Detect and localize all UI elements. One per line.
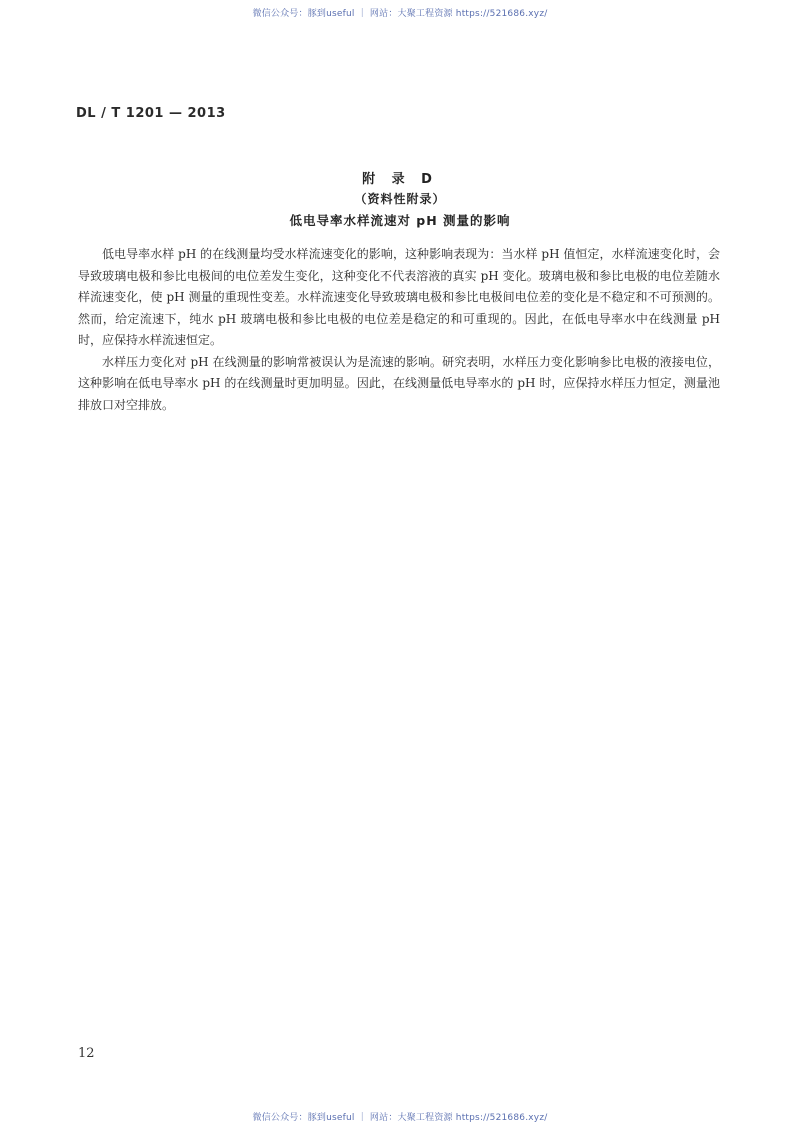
standard-code: DL / T 1201 — 2013 xyxy=(76,106,226,121)
paragraph-pressure: 水样压力变化对 pH 在线测量的影响常被误认为是流速的影响。研究表明，水样压力变化影响参比电极的液接电位，这种影响在低电导率水 pH 的在线测量时更加明显。因此，在线测量低电导率水的 pH 时，应保持水样压力恒定，测量池排放口对空排放。 xyxy=(78,354,720,412)
paragraph-flow-rate: 低电导率水样 pH 的在线测量均受水样流速变化的影响，这种影响表现为：当水样 pH 值恒定，水样流速变化时，会导致玻璃电极和参比电极间的电位差发生变化，这种变化不代表溶液的真实 pH 变化。玻璃电极和参比电极的电位差随水样流速变化，使 pH 测量的重现性变差。水样流速变化导致玻璃电极和参比电极间电位差的变化是不稳定和不可预测的。然而，给定流速下，纯水 pH 玻璃电极和参比电极的电位差是稳定的和可重现的。因此，在低电导率水中在线测量 pH 时，应保持水样流速恒定。 xyxy=(78,247,720,347)
watermark-top: 微信公众号：豚到useful ｜ 网站：大聚工程资源 https://521686.xyz/ xyxy=(252,9,548,19)
appendix-title: 附 录 D xyxy=(362,172,438,187)
appendix-subtitle: 低电导率水样流速对 pH 测量的影响 xyxy=(289,213,511,228)
watermark-bottom: 微信公众号：豚到useful ｜ 网站：大聚工程资源 https://521686.xyz/ xyxy=(252,1113,548,1123)
body-text xyxy=(78,244,720,416)
page-number: 12 xyxy=(78,1046,95,1061)
appendix-type: （资料性附录） xyxy=(354,192,446,206)
